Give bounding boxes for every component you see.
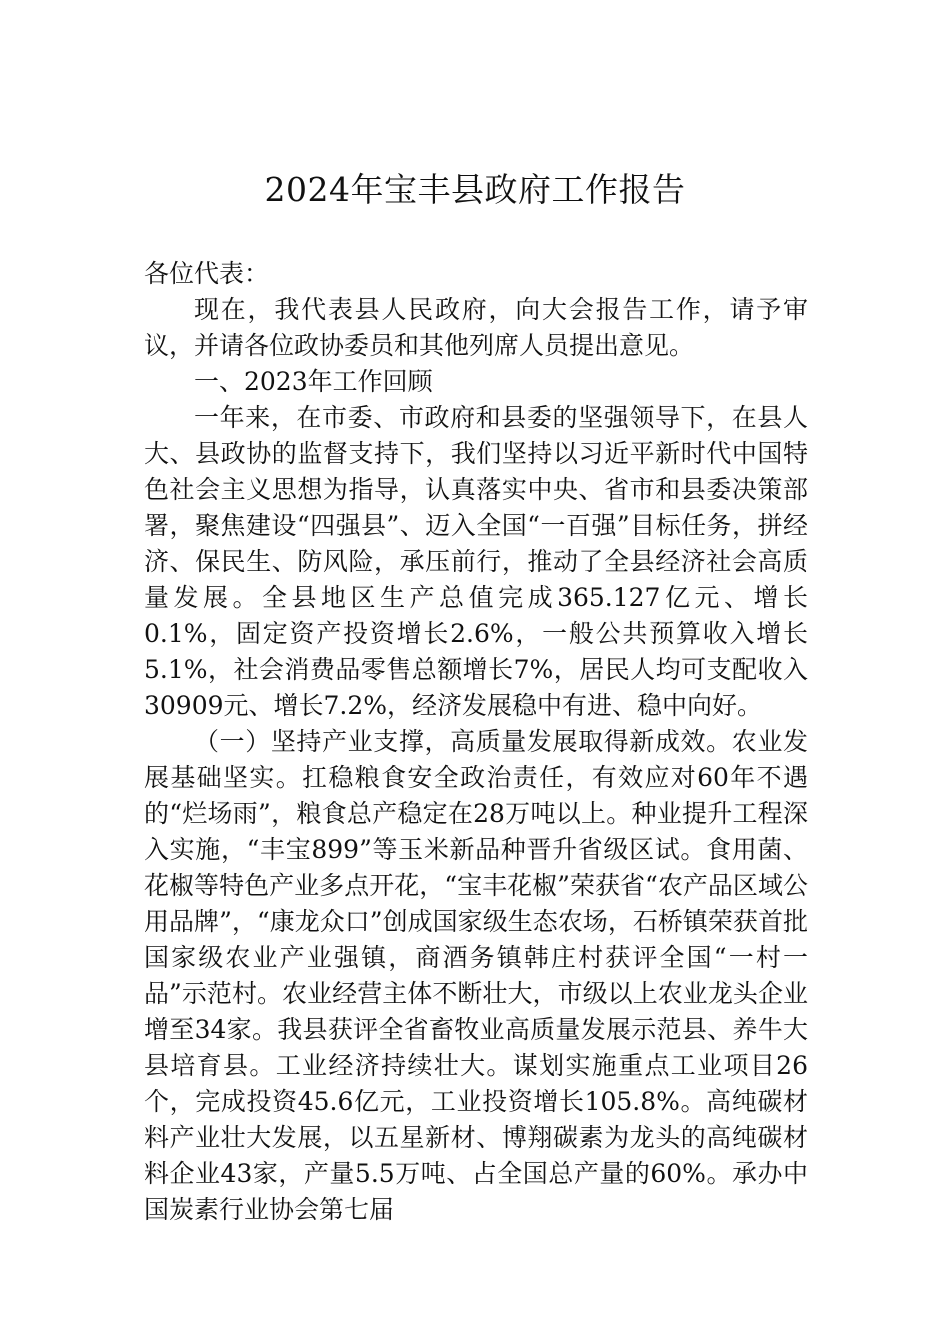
document-body (144, 256, 808, 1228)
paragraph-review: 一年来，在市委、市政府和县委的坚强领导下，在县人大、县政协的监督支持下，我们坚持以习近平新时代中国特色社会主义思想为指导，认真落实中央、省市和县委决策部署，聚焦建设“四强县”、迈入全国“一百强”目标任务，拼经济、保民生、防风险，承压前行，推动了全县经济社会高质量发展。全县地区生产总值完成365.127亿元、增长0.1%，固定资产投资增长2.6%，一般公共预算收入增长5.1%，社会消费品零售总额增长7%，居民人均可支配收入30909元、增长7.2%，经济发展稳中有进、稳中向好。 (144, 403, 808, 720)
section-heading: 一、2023年工作回顾 (194, 367, 433, 396)
salutation: 各位代表： (144, 259, 270, 288)
paragraph-industry: （一）坚持产业支撑，高质量发展取得新成效。农业发展基础坚实。扛稳粮食安全政治责任，有效应对60年不遇的“烂场雨”，粮食总产稳定在28万吨以上。种业提升工程深入实施，“丰宝899”等玉米新品种晋升省级区试。食用菌、花椒等特色产业多点开花，“宝丰花椒”荣获省“农产品区域公用品牌”，“康龙众口”创成国家级生态农场，石桥镇荣获首批国家级农业产业强镇，商酒务镇韩庄村获评全国“一村一品”示范村。农业经营主体不断壮大，市级以上农业龙头企业增至34家。我县获评全省畜牧业高质量发展示范县、养牛大县培育县。工业经济持续壮大。谋划实施重点工业项目26个，完成投资45.6亿元，工业投资增长105.8%。高纯碳材料产业壮大发展，以五星新材、博翔碳素为龙头的高纯碳材料企业43家，产量5.5万吨、占全国总产量的60%。承办中国炭素行业协会第七届 (144, 727, 808, 1224)
paragraph-intro: 现在，我代表县人民政府，向大会报告工作，请予审议，并请各位政协委员和其他列席人员提出意见。 (144, 295, 808, 360)
document-title: 2024年宝丰县政府工作报告 (264, 170, 686, 209)
